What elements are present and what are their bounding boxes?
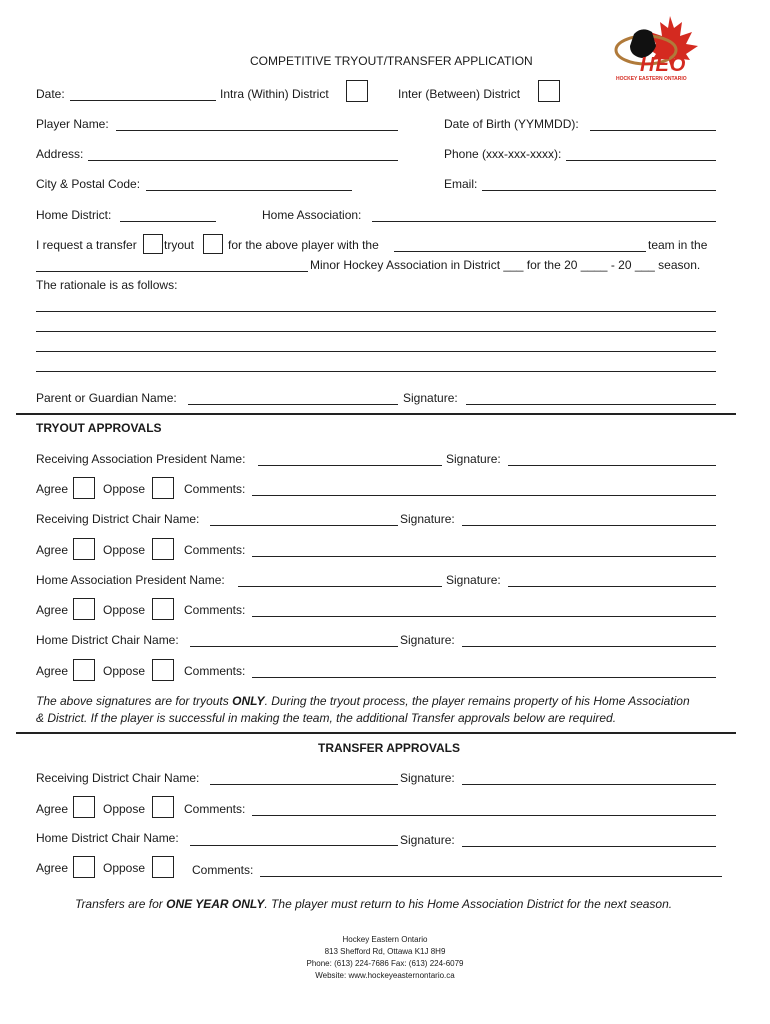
inter-checkbox[interactable]	[538, 80, 560, 102]
comments-label: Comments:	[184, 543, 246, 557]
agree-checkbox[interactable]	[73, 598, 95, 620]
home-association-label: Home Association:	[262, 208, 362, 222]
player-name-field[interactable]	[116, 130, 398, 131]
date-label: Date:	[36, 87, 65, 101]
agree-label: Agree	[36, 861, 69, 875]
tryout-name-field-0[interactable]	[258, 465, 442, 466]
request-mid: for the above player with the	[228, 238, 379, 252]
tryout-name-field-1[interactable]	[210, 525, 398, 526]
oppose-label: Oppose	[103, 603, 146, 617]
parent-signature-field[interactable]	[466, 404, 716, 405]
tryout-signature-label-1: Signature:	[400, 512, 455, 526]
oppose-checkbox[interactable]	[152, 598, 174, 620]
tryout-heading: TRYOUT APPROVALS	[36, 421, 162, 435]
transfer-name-field-0[interactable]	[210, 784, 398, 785]
tryout-name-label-2: Home Association President Name:	[36, 573, 225, 587]
comments-label: Comments:	[184, 603, 246, 617]
email-field[interactable]	[482, 190, 716, 191]
tryout-signature-field-0[interactable]	[508, 465, 716, 466]
home-association-field[interactable]	[372, 221, 716, 222]
footer-phone: Phone: (613) 224-7686 Fax: (613) 224-6079	[306, 959, 464, 968]
tryout-name-label-0: Receiving Association President Name:	[36, 452, 246, 466]
transfer-note: Transfers are for ONE YEAR ONLY. The player must return to his Home Association District for the next season.	[75, 897, 673, 911]
comments-field[interactable]	[252, 815, 716, 816]
comments-label: Comments:	[192, 863, 254, 877]
comments-label: Comments:	[184, 482, 246, 496]
divider-1	[16, 413, 736, 415]
tryout-checkbox[interactable]	[203, 234, 223, 254]
transfer-name-label-1: Home District Chair Name:	[36, 831, 179, 845]
tryout-signature-label-0: Signature:	[446, 452, 501, 466]
comments-label: Comments:	[184, 664, 246, 678]
rationale-label: The rationale is as follows:	[36, 278, 178, 292]
request-prefix: I request a transfer	[36, 238, 137, 252]
transfer-signature-label-1: Signature:	[400, 833, 455, 847]
transfer-signature-field-0[interactable]	[462, 784, 716, 785]
intra-label: Intra (Within) District	[220, 87, 329, 101]
date-field[interactable]	[70, 100, 216, 101]
oppose-checkbox[interactable]	[152, 477, 174, 499]
home-district-label: Home District:	[36, 208, 112, 222]
agree-label: Agree	[36, 664, 69, 678]
dob-label: Date of Birth (YYMMDD):	[444, 117, 579, 131]
tryout-signature-field-2[interactable]	[508, 586, 716, 587]
footer	[0, 934, 770, 982]
home-district-field[interactable]	[120, 221, 216, 222]
city-field[interactable]	[146, 190, 352, 191]
footer-website: Website: www.hockeyeasternontario.ca	[315, 971, 455, 980]
tryout-note-line-2: & District. If the player is successful in making the team, the additional Transfer approvals below are required.	[36, 711, 617, 725]
rationale-line-3[interactable]	[36, 351, 716, 352]
parent-label: Parent or Guardian Name:	[36, 391, 177, 405]
address-label: Address:	[36, 147, 84, 161]
team-field[interactable]	[394, 251, 646, 252]
oppose-label: Oppose	[103, 543, 146, 557]
comments-field[interactable]	[252, 616, 716, 617]
city-label: City & Postal Code:	[36, 177, 141, 191]
tryout-name-field-3[interactable]	[190, 646, 398, 647]
transfer-signature-field-1[interactable]	[462, 846, 716, 847]
tryout-name-label-3: Home District Chair Name:	[36, 633, 179, 647]
agree-checkbox[interactable]	[73, 659, 95, 681]
agree-checkbox[interactable]	[73, 538, 95, 560]
logo-subtext: HOCKEY EASTERN ONTARIO	[616, 76, 687, 82]
agree-checkbox[interactable]	[73, 856, 95, 878]
parent-signature-label: Signature:	[403, 391, 458, 405]
logo-text: HEO	[640, 54, 687, 76]
phone-field[interactable]	[566, 160, 716, 161]
agree-label: Agree	[36, 603, 69, 617]
dob-field[interactable]	[590, 130, 716, 131]
oppose-label: Oppose	[103, 802, 146, 816]
request-team: team in the	[648, 238, 708, 252]
agree-label: Agree	[36, 543, 69, 557]
transfer-name-label-0: Receiving District Chair Name:	[36, 771, 200, 785]
inter-label: Inter (Between) District	[398, 87, 521, 101]
agree-checkbox[interactable]	[73, 477, 95, 499]
player-name-label: Player Name:	[36, 117, 109, 131]
comments-label: Comments:	[184, 802, 246, 816]
transfer-checkbox[interactable]	[143, 234, 163, 254]
agree-label: Agree	[36, 482, 69, 496]
comments-field[interactable]	[252, 677, 716, 678]
mha-field[interactable]	[36, 271, 308, 272]
footer-address: 813 Shefford Rd, Ottawa K1J 8H9	[324, 947, 446, 956]
rationale-line-4[interactable]	[36, 371, 716, 372]
oppose-checkbox[interactable]	[152, 856, 174, 878]
transfer-signature-label-0: Signature:	[400, 771, 455, 785]
email-label: Email:	[444, 177, 478, 191]
oppose-label: Oppose	[103, 664, 146, 678]
oppose-checkbox[interactable]	[152, 659, 174, 681]
tryout-signature-label-3: Signature:	[400, 633, 455, 647]
form-title: COMPETITIVE TRYOUT/TRANSFER APPLICATION	[250, 54, 533, 68]
tryout-name-label-1: Receiving District Chair Name:	[36, 512, 200, 526]
address-field[interactable]	[88, 160, 398, 161]
tryout-signature-field-3[interactable]	[462, 646, 716, 647]
transfer-name-field-1[interactable]	[190, 845, 398, 846]
agree-label: Agree	[36, 802, 69, 816]
tryout-signature-label-2: Signature:	[446, 573, 501, 587]
rationale-line-2[interactable]	[36, 331, 716, 332]
tryout-signature-field-1[interactable]	[462, 525, 716, 526]
transfer-heading: TRANSFER APPROVALS	[318, 741, 461, 755]
request-line2: Minor Hockey Association in District ___ for the 20 ____ - 20 ___ season.	[310, 258, 701, 272]
agree-checkbox[interactable]	[73, 796, 95, 818]
intra-checkbox[interactable]	[346, 80, 368, 102]
oppose-label: Oppose	[103, 861, 146, 875]
phone-label: Phone (xxx-xxx-xxxx):	[444, 147, 562, 161]
oppose-checkbox[interactable]	[152, 796, 174, 818]
oppose-label: Oppose	[103, 482, 146, 496]
rationale-line-1[interactable]	[36, 311, 716, 312]
comments-field[interactable]	[252, 495, 716, 496]
comments-field[interactable]	[252, 556, 716, 557]
divider-2	[16, 732, 736, 734]
comments-field[interactable]	[260, 876, 722, 877]
request-tryout: tryout	[164, 238, 195, 252]
tryout-note-line-1: The above signatures are for tryouts ONLY. During the tryout process, the player remains property of his Home Association	[36, 694, 690, 708]
oppose-checkbox[interactable]	[152, 538, 174, 560]
parent-field[interactable]	[188, 404, 398, 405]
tryout-name-field-2[interactable]	[238, 586, 442, 587]
heo-logo	[612, 14, 704, 84]
footer-org: Hockey Eastern Ontario	[342, 935, 428, 944]
